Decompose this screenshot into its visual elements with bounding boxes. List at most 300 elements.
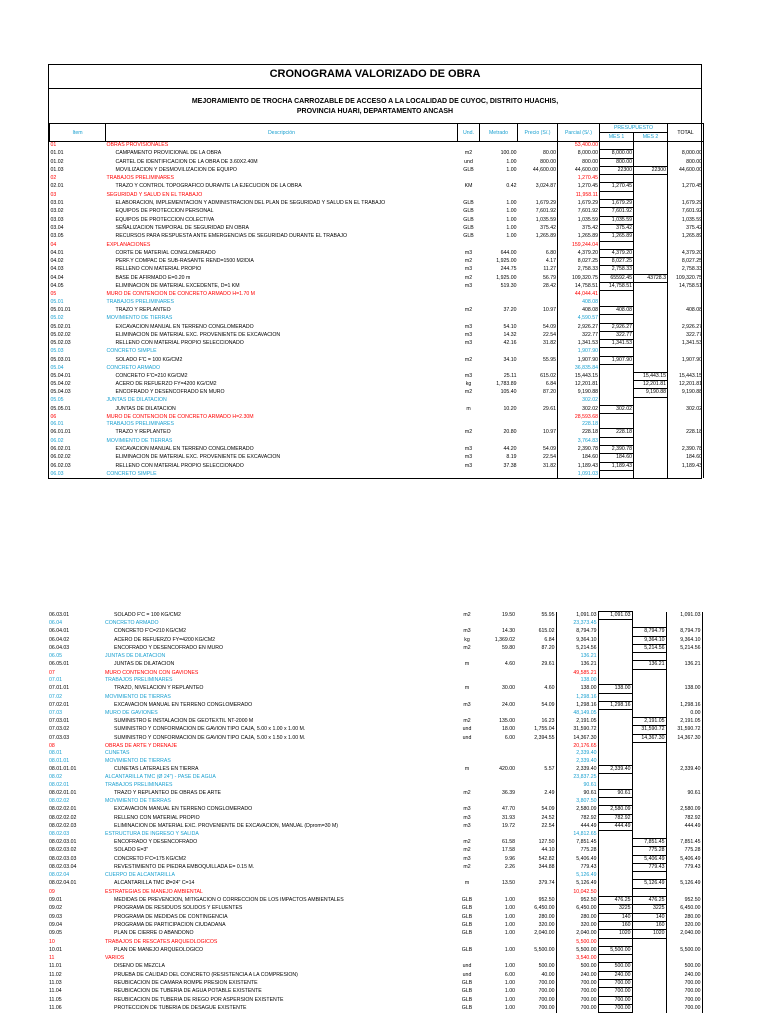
cell-metrado: 59.80	[502, 644, 515, 651]
cell-total: 2,191.05	[666, 718, 702, 726]
table-row	[48, 693, 702, 701]
cell-descripcion: TRABAJOS DE RESCATES ARQUEOLOGICOS	[105, 938, 218, 945]
cell-mes2	[632, 669, 666, 677]
cell-metrado: 30.00	[502, 685, 515, 692]
table-row	[50, 356, 704, 364]
cell-total: 2,580.09	[666, 806, 702, 814]
cell-item: 08.02.03.04	[49, 863, 77, 870]
cell-total: 700.00	[666, 996, 702, 1004]
header-total: TOTAL	[668, 124, 704, 142]
table-row	[48, 742, 702, 750]
cell-mes1: 65592.45	[600, 274, 634, 282]
cell-total: 1,270.45	[668, 183, 704, 191]
cell-descripcion: RELLENO CON MATERIAL PROPIO SELECCIONADO	[115, 340, 244, 347]
cell-descripcion: PERF.Y COMPAC DE SUB-RASANTE REND=1500 M2/DIA	[115, 258, 254, 265]
cell-precio: 16.23	[541, 718, 555, 725]
cell-metrado: 1.00	[504, 988, 515, 995]
cell-item: 05.01.01	[50, 306, 71, 313]
cell-descripcion: ESTRUCTURA DE INGRESO Y SALIDA	[105, 830, 199, 837]
table-row	[48, 718, 702, 726]
cell-mes1: 1,679.29	[600, 200, 634, 208]
cell-total: 8,027.25	[668, 258, 704, 266]
cell-precio	[516, 677, 556, 685]
table-row	[48, 963, 702, 971]
cell-metrado: 1,369.02	[494, 636, 515, 643]
cell-descripcion: PLAN DE CIERRE O ABANDONO	[114, 930, 194, 937]
cell-precio: 10.97	[543, 429, 556, 436]
cell-item: 08.01.01	[49, 757, 70, 764]
cell-mes2	[634, 454, 668, 462]
table-row	[50, 381, 704, 389]
cell-metrado: 44.20	[503, 445, 517, 452]
cell-mes2	[632, 988, 666, 996]
cell-und: m	[464, 765, 470, 772]
cell-precio: 55.95	[541, 612, 555, 619]
cell-total: 700.00	[666, 1004, 702, 1012]
cell-item: 07.01	[49, 677, 62, 684]
cell-mes1	[598, 644, 632, 652]
cell-descripcion: MURO DE GAVIONES	[105, 709, 158, 716]
cell-mes2: 476.25	[632, 897, 666, 905]
cell-total	[666, 831, 702, 839]
cell-parcial: 280.00	[556, 913, 598, 921]
cell-descripcion: EXCAVACION MANUAL EN TERRENO CONGLOMERADO	[115, 445, 254, 452]
cell-item: 03	[50, 191, 57, 198]
cell-total	[668, 315, 704, 323]
cell-mes2: 3225	[632, 905, 666, 913]
cell-metrado: 1.00	[506, 216, 517, 223]
cell-und: GLB	[461, 921, 473, 928]
cell-precio	[516, 938, 556, 946]
cell-total: 15,443.15	[668, 372, 704, 380]
cell-mes2	[634, 142, 668, 150]
cell-mes2	[634, 249, 668, 257]
cell-mes2	[634, 405, 668, 413]
cell-und	[458, 142, 480, 150]
cell-parcial: 31,590.72	[556, 726, 598, 734]
cell-total	[666, 938, 702, 946]
table-row	[50, 274, 704, 282]
cell-mes1: 5,500.00	[598, 946, 632, 954]
cell-precio	[518, 291, 558, 299]
cell-und: GLB	[463, 224, 474, 231]
cell-metrado: 24.00	[502, 701, 515, 708]
cell-parcial: 1,679.29	[558, 200, 600, 208]
cell-mes2	[632, 750, 666, 757]
cell-mes1	[598, 838, 632, 846]
cell-mes2	[632, 653, 666, 661]
cell-mes1	[598, 863, 632, 871]
cell-mes2: 775.28	[632, 847, 666, 855]
cell-mes1	[600, 389, 634, 397]
page-break	[48, 479, 702, 611]
cell-descripcion: EXPLANACIONES	[106, 241, 151, 248]
cell-descripcion: RECURSOS PARA RESPUESTA ANTE EMERGENCIAS DE SEGURIDAD DURANTE EL TRABAJO	[115, 233, 348, 240]
cell-metrado	[480, 437, 518, 445]
table-row	[50, 429, 704, 437]
cell-precio: 2,394.55	[534, 734, 555, 741]
cell-mes1	[598, 734, 632, 742]
cell-und: m	[464, 661, 470, 668]
cell-metrado	[480, 397, 518, 405]
cell-und	[456, 677, 478, 685]
cell-metrado	[478, 710, 516, 718]
cell-mes2: 160	[632, 921, 666, 929]
cell-precio: 44.10	[541, 847, 555, 854]
table-row	[50, 233, 704, 241]
table-row	[48, 913, 702, 921]
table-row	[50, 437, 704, 445]
cell-total: 8,000.00	[668, 150, 704, 158]
cell-mes1	[598, 774, 632, 782]
cell-mes2	[634, 340, 668, 348]
cell-descripcion: MOVIMIENTO DE TIERRAS	[106, 437, 173, 444]
cell-total	[668, 299, 704, 307]
table-row	[50, 208, 704, 216]
cell-precio: 6.80	[545, 249, 556, 256]
cell-mes2	[634, 365, 668, 373]
cell-total	[668, 413, 704, 421]
cell-item: 06.02.02	[50, 454, 71, 461]
cell-descripcion: RELLENO CON MATERIAL PROPIO	[115, 266, 202, 273]
cell-item: 09.01	[49, 897, 62, 904]
cell-total: 500.00	[666, 963, 702, 971]
cell-metrado: 1.00	[504, 963, 515, 970]
cell-parcial: 7,601.92	[558, 208, 600, 216]
cell-descripcion: SEÑALIZACION TEMPORAL DE SEGURIDAD EN OBRA	[115, 224, 249, 231]
cell-item: 11.05	[49, 996, 62, 1003]
cell-und: GLB	[461, 905, 473, 912]
cell-item: 01.02	[50, 158, 64, 165]
cell-metrado: 19.72	[502, 822, 515, 829]
cell-parcial: 1,341.53	[558, 340, 600, 348]
cell-metrado: 1.00	[506, 224, 517, 231]
cell-mes2: 5,214.56	[632, 644, 666, 652]
cell-mes2	[634, 429, 668, 437]
cell-total	[668, 470, 704, 478]
cell-item: 05.02.02	[50, 331, 71, 338]
table-row	[48, 765, 702, 773]
table-row	[48, 831, 702, 839]
cell-precio: 700.00	[538, 988, 555, 995]
cell-mes2	[634, 315, 668, 323]
cell-mes1	[598, 677, 632, 685]
cell-metrado: 13.50	[502, 880, 515, 887]
cell-total	[666, 620, 702, 628]
cell-mes1: 1,265.89	[600, 233, 634, 241]
cell-descripcion: OBRAS DE ARTE Y DRENAJE	[105, 742, 178, 749]
cell-mes2: 1020	[632, 930, 666, 938]
cell-mes2	[632, 789, 666, 797]
cell-total: 12,201.81	[668, 381, 704, 389]
cell-item: 11.06	[49, 1004, 62, 1011]
table-row	[50, 372, 704, 380]
cell-mes1	[600, 142, 634, 150]
cell-total: 2,390.78	[668, 445, 704, 453]
cell-precio: 11.27	[543, 266, 556, 273]
cell-und: m2	[464, 150, 473, 157]
cell-und: m3	[463, 806, 471, 813]
cell-metrado: 36.39	[502, 789, 515, 796]
cell-precio: 54.09	[541, 806, 555, 813]
cell-total: 138.00	[666, 685, 702, 693]
cell-und: m2	[463, 847, 471, 854]
cell-parcial: 9,190.88	[558, 389, 600, 397]
cell-mes2	[632, 996, 666, 1004]
cell-mes1	[600, 191, 634, 199]
table-row	[50, 258, 704, 266]
cell-und	[456, 888, 478, 896]
cell-und: m2	[463, 863, 471, 870]
cell-und	[456, 669, 478, 677]
cell-precio: 952.50	[538, 897, 555, 904]
cell-mes2	[634, 462, 668, 470]
cell-mes1: 8,027.25	[600, 258, 634, 266]
cell-item: 06.01.01	[50, 429, 71, 436]
cell-descripcion: SOLADO F'C = 100 KG/CM2	[115, 356, 183, 363]
cell-item: 06.02.03	[50, 462, 71, 469]
cell-parcial: 12,201.81	[558, 381, 600, 389]
cell-item: 07.03.02	[49, 726, 70, 733]
cell-precio	[518, 175, 558, 183]
cell-mes1: 375.42	[600, 224, 634, 232]
cell-parcial: 44,600.00	[558, 166, 600, 174]
table-row	[50, 166, 704, 174]
cell-und: GLB	[461, 897, 473, 904]
table-row	[48, 905, 702, 913]
cell-precio: 800.00	[540, 158, 556, 165]
cell-und: m2	[463, 612, 471, 619]
header-precio: Precio (S/.)	[518, 124, 558, 142]
cell-parcial: 6,450.00	[556, 905, 598, 913]
cell-item: 06.05	[49, 653, 62, 660]
cell-metrado: 1,925.00	[496, 258, 517, 265]
cell-total	[666, 653, 702, 661]
cell-metrado: 19.50	[502, 612, 515, 619]
cell-precio	[518, 299, 558, 307]
table-row	[48, 677, 702, 685]
cell-mes2	[634, 283, 668, 291]
cell-mes1	[598, 888, 632, 896]
cell-descripcion: TRAZO Y CONTROL TOPOGRAFICO DURANTE LA EJECUCION DE LA OBRA	[115, 183, 302, 190]
cell-descripcion: SUMINISTRO Y CONFORMACION DE GAVION TIPO CAJA, 5.00 x 1.50 x 1.00 M.	[114, 734, 306, 741]
table-row	[48, 774, 702, 782]
cell-parcial: 4,379.20	[558, 249, 600, 257]
cell-precio	[516, 781, 556, 789]
table-row	[48, 726, 702, 734]
cell-metrado	[480, 421, 518, 429]
cell-item: 07.03.01	[49, 718, 70, 725]
cell-precio	[516, 620, 556, 628]
cell-descripcion: REVESTIMIENTO DE PIEDRA EMBOQUILLADA E= 0.15 M.	[114, 863, 255, 870]
table-row	[48, 971, 702, 979]
cell-mes1	[600, 175, 634, 183]
cell-mes2	[634, 306, 668, 314]
cell-precio: 54.09	[543, 445, 556, 452]
cell-mes2	[632, 1004, 666, 1012]
cell-precio: 56.79	[543, 274, 556, 281]
cell-descripcion: JUNTAS DE DILATACION	[105, 653, 166, 660]
cell-metrado: 61.58	[502, 838, 515, 845]
cell-metrado	[478, 831, 516, 839]
cell-mes1: 1020	[598, 930, 632, 938]
cell-descripcion: PROGRAMA DE MEDIDAS DE CONTINGENCIA	[114, 913, 228, 920]
cell-item: 08	[49, 742, 55, 749]
table-row	[48, 872, 702, 880]
cell-parcial: 138.00	[556, 685, 598, 693]
cell-und: m	[464, 880, 470, 887]
cell-mes2	[634, 183, 668, 191]
cell-total	[666, 781, 702, 789]
cell-precio: 4.60	[544, 685, 555, 692]
table-body-section-2	[48, 612, 702, 1013]
cell-descripcion: JUNTAS DE DILATACION	[114, 661, 175, 668]
cell-total: 1,091.03	[666, 612, 702, 620]
cell-parcial: 8,794.79	[556, 628, 598, 636]
cell-total: 109,320.75	[668, 274, 704, 282]
table-row	[48, 996, 702, 1004]
header-und: Und.	[458, 124, 480, 142]
document-subtitle	[49, 89, 701, 123]
cell-metrado	[480, 413, 518, 421]
cell-precio: 24.52	[541, 814, 555, 821]
cell-mes2	[634, 348, 668, 356]
cell-total: 14,367.30	[666, 734, 702, 742]
cell-parcial: 14,758.51	[558, 283, 600, 291]
cell-mes2	[634, 445, 668, 453]
cell-und: m2	[464, 274, 473, 281]
cell-item: 06.05.01	[49, 661, 70, 668]
cell-mes1: 782.92	[598, 814, 632, 822]
table-row	[50, 470, 704, 478]
cell-descripcion: MURO DE CONTENCION DE CONCRETO ARMADO H=2.30M	[106, 413, 254, 420]
cell-item: 02.01	[50, 183, 64, 190]
cell-item: 05.04.02	[50, 381, 71, 388]
cell-item: 05.05	[50, 397, 64, 404]
cell-mes1	[600, 470, 634, 478]
cell-und: und	[464, 158, 473, 165]
document-page	[48, 64, 702, 1013]
cell-und: m2	[464, 429, 473, 436]
cell-metrado	[478, 750, 516, 757]
cell-mes2: 136.21	[632, 661, 666, 669]
cell-und: GLB	[461, 988, 473, 995]
cell-und: m3	[464, 372, 473, 379]
table-row	[48, 921, 702, 929]
cell-item: 05	[50, 291, 57, 298]
cell-metrado	[480, 365, 518, 373]
cell-item: 06.04.02	[49, 636, 70, 643]
cell-mes1: 302.02	[600, 405, 634, 413]
cell-mes1: 2,339.40	[598, 765, 632, 773]
cell-und: KM	[464, 183, 473, 190]
cell-parcial: 8,027.25	[558, 258, 600, 266]
cell-mes2	[632, 765, 666, 773]
table-row	[48, 880, 702, 888]
cell-descripcion: MURO DE CONTENCION DE CONCRETO ARMADO H=1.70 M	[106, 291, 255, 298]
cell-total	[668, 348, 704, 356]
cell-und	[456, 758, 478, 766]
cell-mes2	[634, 224, 668, 232]
cell-item: 06.03.01	[49, 612, 70, 619]
cell-mes1	[598, 669, 632, 677]
cell-parcial: 2,339.40	[556, 765, 598, 773]
cell-mes2: 5,126.49	[632, 880, 666, 888]
cell-item: 03.02	[50, 208, 64, 215]
table-row	[48, 863, 702, 871]
cell-precio: 542.82	[538, 855, 555, 862]
cell-total	[668, 191, 704, 199]
cell-metrado: 9.96	[504, 855, 515, 862]
cell-descripcion: TRABAJOS PRELIMINARES	[106, 298, 174, 305]
cell-descripcion: MOVIMIENTO DE TIERRAS	[106, 315, 173, 322]
cell-precio: 5.57	[544, 765, 555, 772]
cell-metrado: 1.00	[504, 996, 515, 1003]
cell-parcial: 322.77	[558, 331, 600, 339]
cell-item: 05.04	[50, 364, 64, 371]
table-row	[50, 421, 704, 429]
cell-total	[668, 397, 704, 405]
cell-mes2: 43728.3	[634, 274, 668, 282]
cell-parcial: 2,339.40	[556, 750, 598, 757]
cell-mes2	[634, 397, 668, 405]
cell-mes1: 444.49	[598, 822, 632, 830]
cell-parcial: 3,540.00	[556, 955, 598, 963]
table-row	[50, 224, 704, 232]
cell-parcial: 7,851.45	[556, 838, 598, 846]
cell-parcial: 8,000.00	[558, 150, 600, 158]
cell-mes1: 140	[598, 913, 632, 921]
cell-precio	[518, 437, 558, 445]
cell-parcial: 1,189.43	[558, 462, 600, 470]
table-header	[50, 124, 704, 142]
cell-mes1	[600, 413, 634, 421]
cell-und	[458, 315, 480, 323]
cell-parcial: 700.00	[556, 996, 598, 1004]
cell-und: und	[462, 971, 472, 978]
cell-item: 09.02	[49, 905, 62, 912]
cell-mes2	[634, 241, 668, 249]
cell-precio	[516, 955, 556, 963]
cell-metrado: 1,925.00	[496, 274, 517, 281]
cell-descripcion: ESTRATEGIAS DE MANEJO AMBIENTAL	[105, 888, 203, 895]
cell-und: kg	[465, 381, 472, 388]
cell-mes1	[598, 831, 632, 839]
cell-parcial: 1,091.03	[558, 470, 600, 478]
cell-total: 302.02	[668, 405, 704, 413]
cell-total	[666, 693, 702, 701]
cell-descripcion: MEDIDAS DE PREVENCION, MITIGACION O CORRECCION DE LOS IMPACTOS AMBIENTALES	[114, 897, 344, 904]
cell-total: 952.50	[666, 897, 702, 905]
cell-parcial: 5,500.00	[556, 946, 598, 954]
cell-mes2	[634, 150, 668, 158]
cell-precio: 1,035.59	[535, 216, 556, 223]
cell-total: 700.00	[666, 980, 702, 988]
cell-mes2	[634, 437, 668, 445]
cell-item: 07.03	[49, 709, 62, 716]
table-row	[50, 405, 704, 413]
cell-descripcion: REUBICACION DE TUBERIA DE AGUA POTABLE EXISTENTE	[114, 988, 262, 995]
cell-item: 05.05.01	[50, 405, 71, 412]
cell-metrado	[478, 653, 516, 661]
cell-mes1	[598, 661, 632, 669]
cell-precio: 379.74	[538, 880, 555, 887]
cell-und	[458, 191, 480, 199]
cell-total: 1,298.16	[666, 701, 702, 709]
cell-precio	[516, 653, 556, 661]
cell-und: GLB	[463, 166, 474, 173]
cell-item: 09.03	[49, 913, 62, 920]
